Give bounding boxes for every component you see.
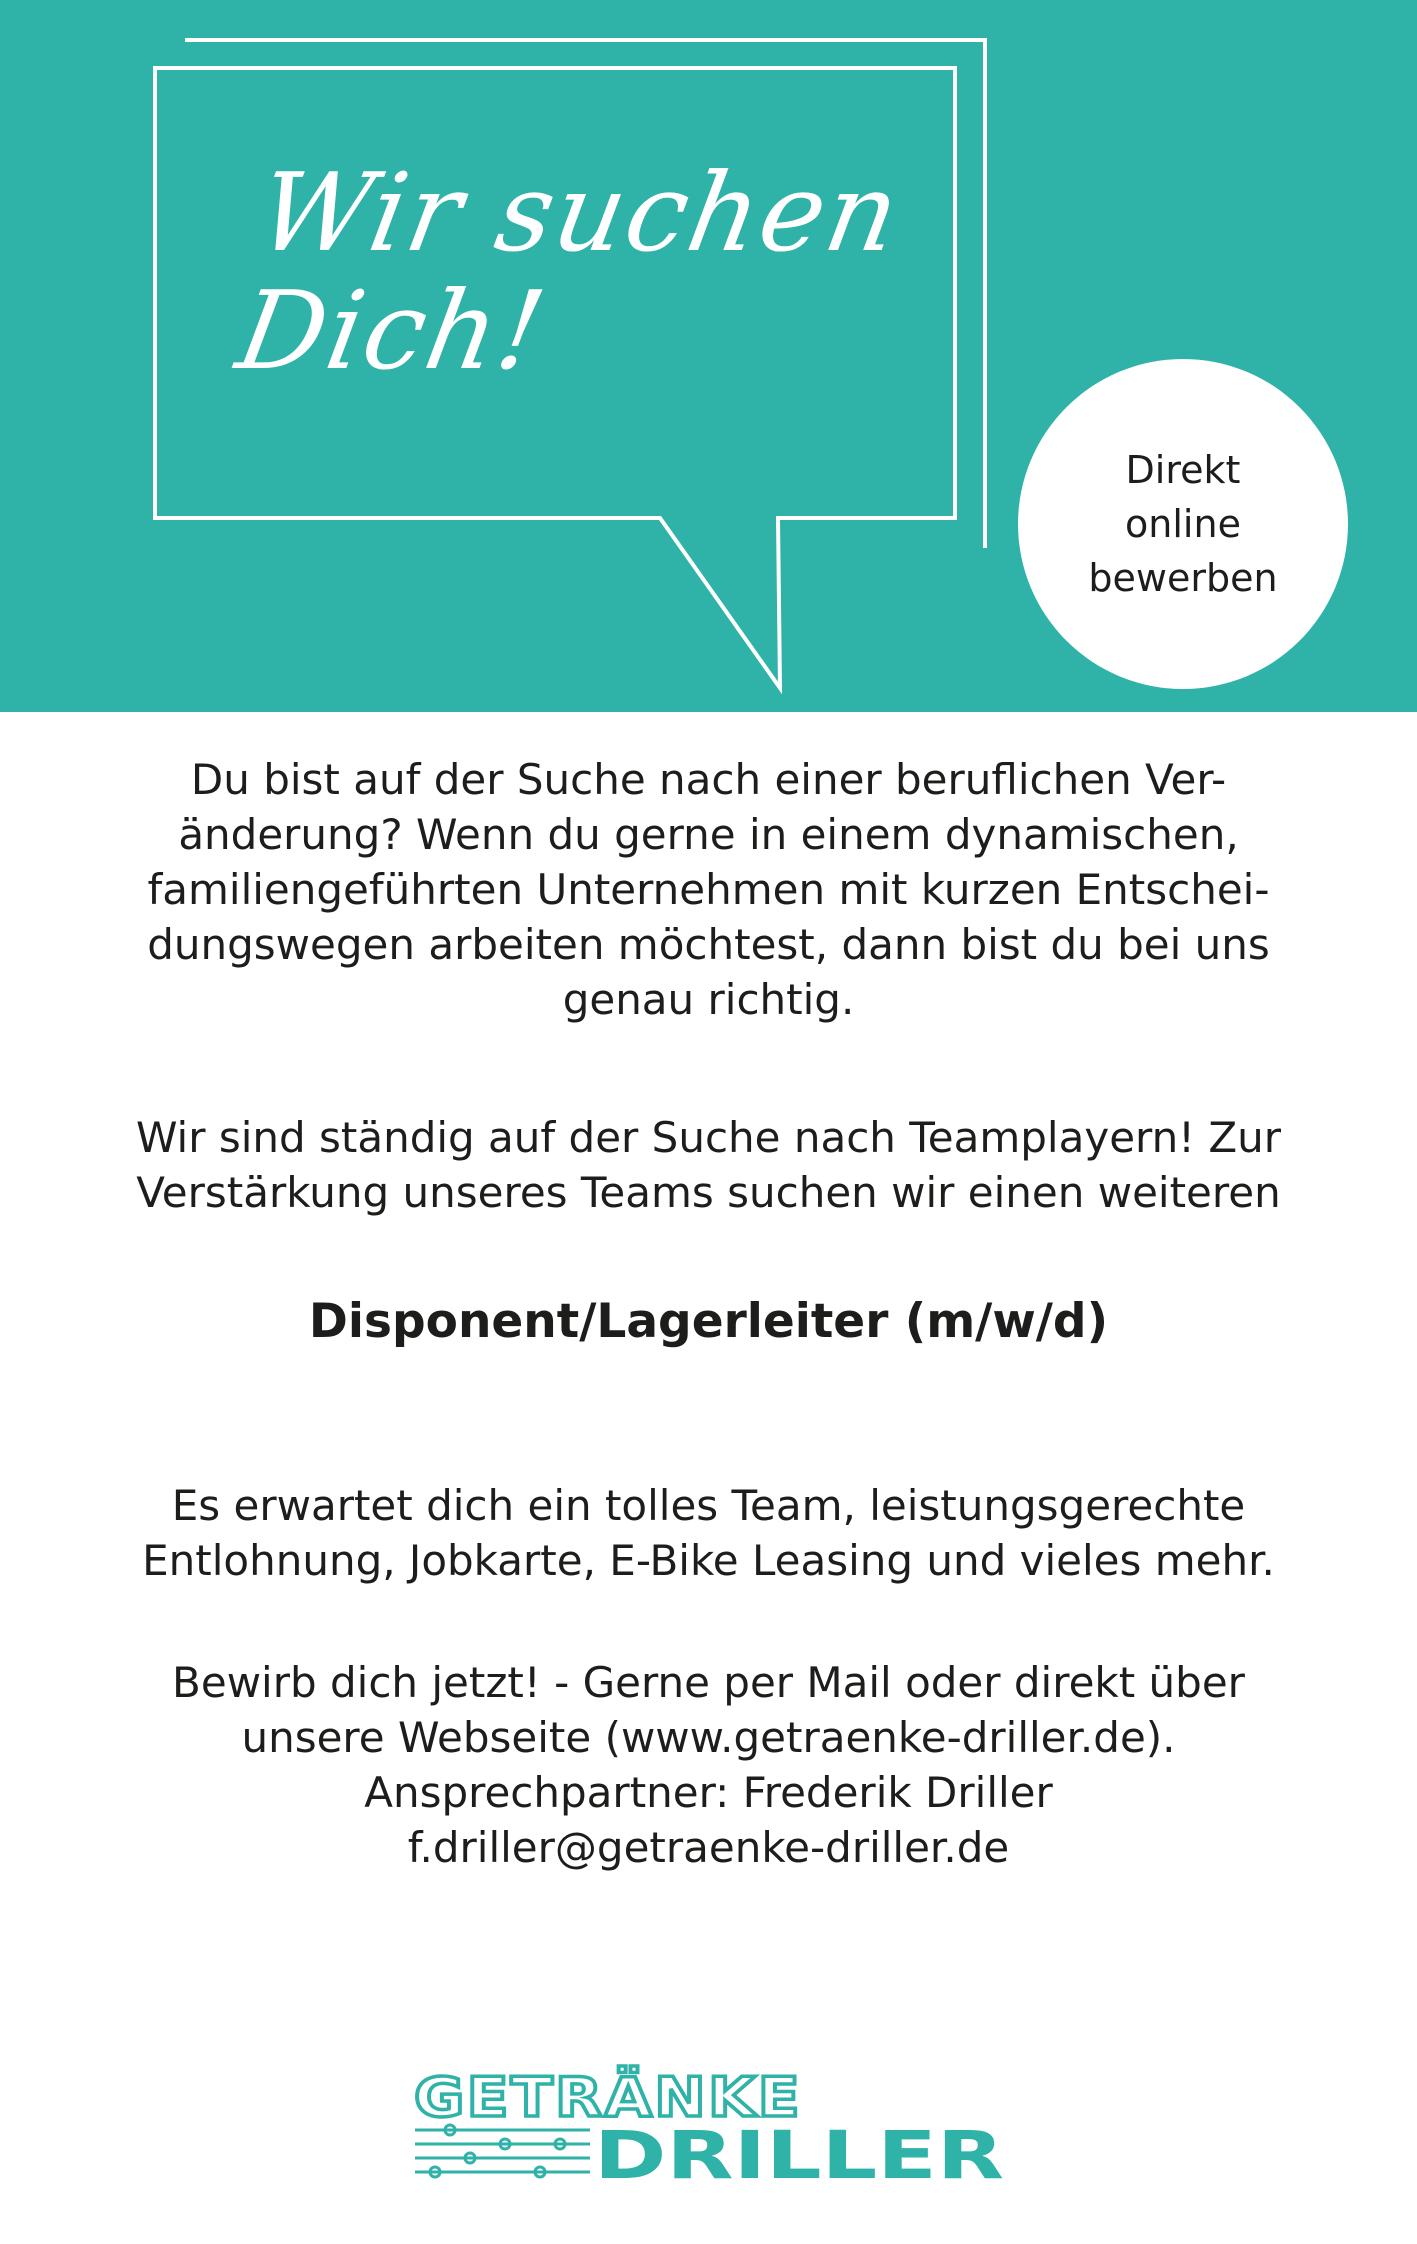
intro-paragraph — [40, 752, 1377, 1027]
benefits-paragraph — [40, 1478, 1377, 1588]
team-paragraph — [40, 1110, 1377, 1220]
logo-word-bottom: DRILLER — [594, 2117, 1004, 2183]
contact-line-2: unsere Webseite (www.getraenke-driller.de). — [241, 1713, 1176, 1762]
apply-online-button[interactable] — [1018, 359, 1348, 689]
apply-online-label: Direkt online bewerben — [1088, 448, 1278, 600]
intro-line: familiengeführten Unternehmen mit kurzen Entschei- — [147, 865, 1270, 914]
contact-line-1: Bewirb dich jetzt! - Gerne per Mail oder direkt über — [172, 1658, 1245, 1707]
headline-line-1: Wir suchen — [249, 151, 910, 276]
circuit-lines-icon — [415, 2125, 590, 2177]
job-title: Disponent/Lagerleiter (m/w/d) — [308, 1294, 1109, 1349]
headline — [228, 151, 971, 394]
getraenke-driller-logo — [410, 2058, 1010, 2183]
intro-line: änderung? Wenn du gerne in einem dynamischen, — [178, 810, 1239, 859]
headline-line-2: Dich! — [228, 269, 556, 394]
logo-word-top: GETRÄNKE — [414, 2066, 802, 2129]
header-banner — [0, 0, 1417, 712]
team-line: Verstärkung unseres Teams suchen wir einen weiteren — [136, 1168, 1281, 1217]
team-line: Wir sind ständig auf der Suche nach Teamplayern! Zur — [135, 1113, 1282, 1162]
contact-paragraph — [40, 1655, 1377, 1875]
benefits-line: Entlohnung, Jobkarte, E-Bike Leasing und vieles mehr. — [142, 1536, 1275, 1585]
intro-line: Du bist auf der Suche nach einer beruflichen Ver- — [190, 755, 1227, 804]
contact-person: Ansprechpartner: Frederik Driller — [364, 1768, 1053, 1817]
intro-line: dungswegen arbeiten möchtest, dann bist du bei uns — [147, 920, 1270, 969]
contact-email-link[interactable]: f.driller@getraenke-driller.de — [407, 1823, 1010, 1872]
benefits-line: Es erwartet dich ein tolles Team, leistungsgerechte — [171, 1481, 1246, 1530]
intro-line: genau richtig. — [562, 975, 855, 1024]
